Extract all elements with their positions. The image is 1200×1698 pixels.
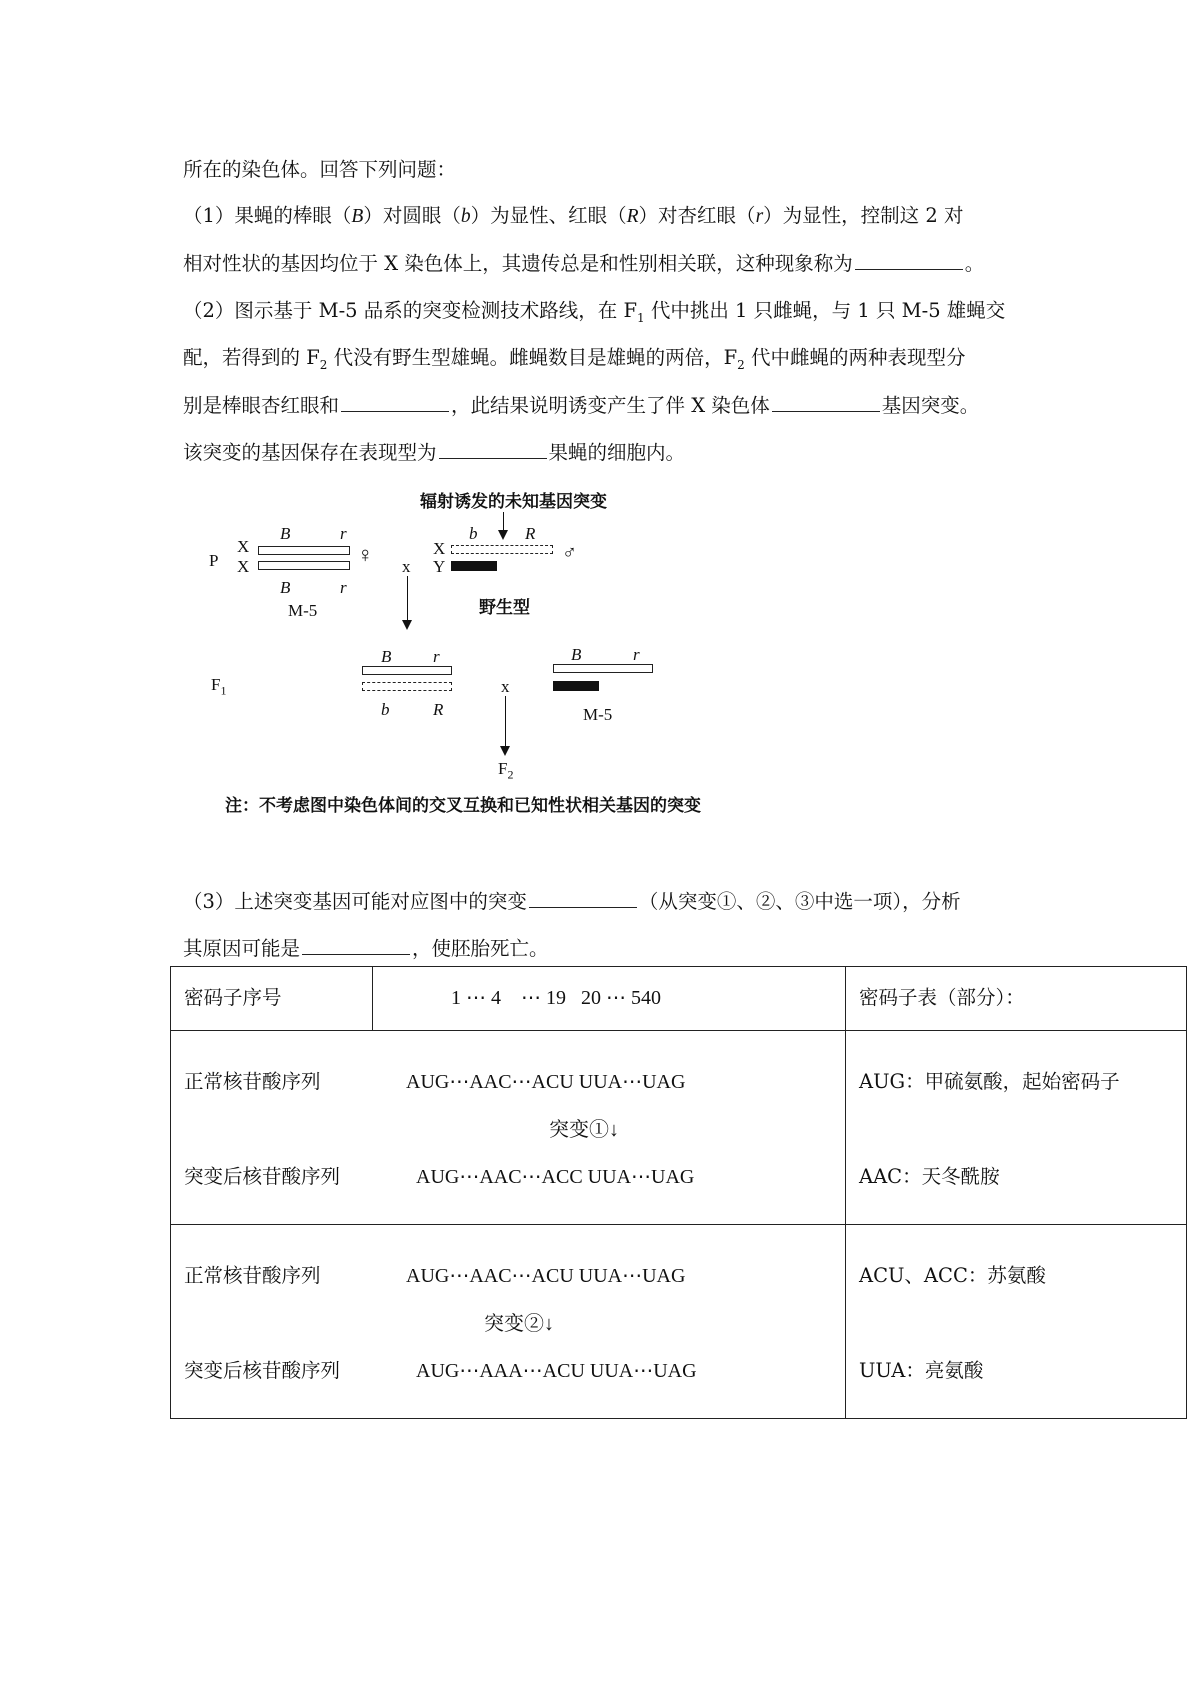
allele-B: B	[381, 647, 392, 666]
cross-symbol: x	[501, 677, 510, 696]
header-cell: 密码子序号	[171, 967, 373, 1031]
m5-label: M-5	[288, 601, 318, 620]
sequence-cell: 正常核苷酸序列 AUG⋯AAC⋯ACU UUA⋯UAG 突变②↓ 突变后核苷酸序列 AUG⋯AAA⋯ACU UUA⋯UAG	[171, 1225, 846, 1419]
answer-blank[interactable]	[855, 251, 963, 270]
arrow-to-f2	[505, 696, 506, 748]
answer-blank[interactable]	[341, 393, 449, 412]
wild-x-chromosome	[451, 545, 553, 554]
allele-R: R	[525, 524, 536, 543]
sequence-cell: 正常核苷酸序列 AUG⋯AAC⋯ACU UUA⋯UAG 突变①↓ 突变后核苷酸序列 AUG⋯AAC⋯ACC UUA⋯UAG	[171, 1031, 846, 1225]
diagram-note: 注：不考虑图中染色体间的交叉互换和已知性状相关基因的突变	[225, 796, 701, 816]
m5-x-chromosome	[258, 546, 350, 555]
diagram-title: 辐射诱发的未知基因突变	[420, 492, 607, 512]
allele-B: B	[571, 645, 582, 664]
m5-male-x-chromosome	[553, 664, 653, 673]
q2-line1: （2）图示基于 M-5 品系的突变检测技术路线，在 $F_1$ 代中挑出 1 只雌蝇，与 1 只 M-5 雄蝇交	[183, 299, 1006, 325]
allele-b: b	[469, 524, 478, 543]
m5-label: M-5	[583, 705, 613, 724]
answer-blank[interactable]	[772, 393, 880, 412]
mutation-arrow	[503, 512, 504, 532]
arrow-to-f1	[407, 576, 408, 622]
male-symbol: ♂	[562, 542, 577, 564]
arrow-to-f2-head	[500, 746, 510, 756]
q3-line1: （3）上述突变基因可能对应图中的突变 （从突变①、②、③中选一项），分析	[183, 890, 961, 913]
mutation-arrow-head	[498, 530, 508, 540]
female-symbol: ♀	[357, 542, 374, 567]
y-chromosome	[553, 681, 599, 691]
codon-info-cell: ACU、ACC：苏氨酸 UUA：亮氨酸	[846, 1225, 1187, 1419]
allele-r: r	[340, 578, 347, 597]
cross-diagram	[205, 488, 825, 818]
label-P: P	[209, 551, 219, 570]
label-X: X	[433, 539, 446, 558]
header-cell: 1 ⋯ 4 ⋯ 19 20 ⋯ 540	[373, 967, 846, 1031]
q2-line2: 配，若得到的 $F_2$ 代没有野生型雄蝇。雌蝇数目是雄蝇的两倍，$F_2$ 代中雌蝇的两种表现型分	[183, 346, 966, 372]
allele-B: B	[280, 578, 291, 597]
q3-line2: 其原因可能是 ，使胚胎死亡。	[183, 937, 549, 960]
table-header-row	[171, 967, 1187, 1031]
allele-r: r	[340, 524, 347, 543]
arrow-to-f1-head	[402, 620, 412, 630]
q1-line1: （1）果蝇的棒眼（B）对圆眼（b）为显性、红眼（R）对杏红眼（r）为显性，控制这 2 对	[183, 204, 964, 227]
allele-r: r	[433, 647, 440, 666]
answer-blank[interactable]	[302, 936, 410, 955]
table-row	[171, 1225, 1187, 1419]
label-X: X	[237, 537, 250, 556]
f1-x-chromosome	[362, 666, 452, 675]
allele-B: B	[280, 524, 291, 543]
q1-line2: 相对性状的基因均位于 X 染色体上，其遗传总是和性别相关联，这种现象称为 。	[183, 252, 985, 275]
allele-b: b	[381, 700, 390, 719]
codon-info-cell: AUG：甲硫氨酸，起始密码子 AAC：天冬酰胺	[846, 1031, 1187, 1225]
y-chromosome	[451, 561, 497, 571]
answer-blank[interactable]	[529, 889, 637, 908]
header-cell: 密码子表（部分）：	[846, 967, 1187, 1031]
f1-mutant-x-chromosome	[362, 682, 452, 691]
table-row	[171, 1031, 1187, 1225]
label-F1: $F_1$	[211, 675, 227, 698]
allele-r: r	[633, 645, 640, 664]
label-X: X	[237, 557, 250, 576]
answer-blank[interactable]	[439, 440, 547, 459]
cross-symbol: x	[402, 557, 411, 576]
label-F2: $F_2$	[498, 759, 514, 782]
m5-x-chromosome	[258, 561, 350, 570]
label-Y: Y	[433, 557, 446, 576]
q2-line3: 别是棒眼杏红眼和 ，此结果说明诱变产生了伴 X 染色体 基因突变。	[183, 394, 980, 417]
intro-line: 所在的染色体。回答下列问题：	[183, 158, 457, 181]
codon-table	[170, 966, 1187, 1419]
allele-R: R	[433, 700, 444, 719]
wild-type-label: 野生型	[479, 598, 530, 618]
q2-line4: 该突变的基因保存在表现型为 果蝇的细胞内。	[183, 441, 686, 464]
